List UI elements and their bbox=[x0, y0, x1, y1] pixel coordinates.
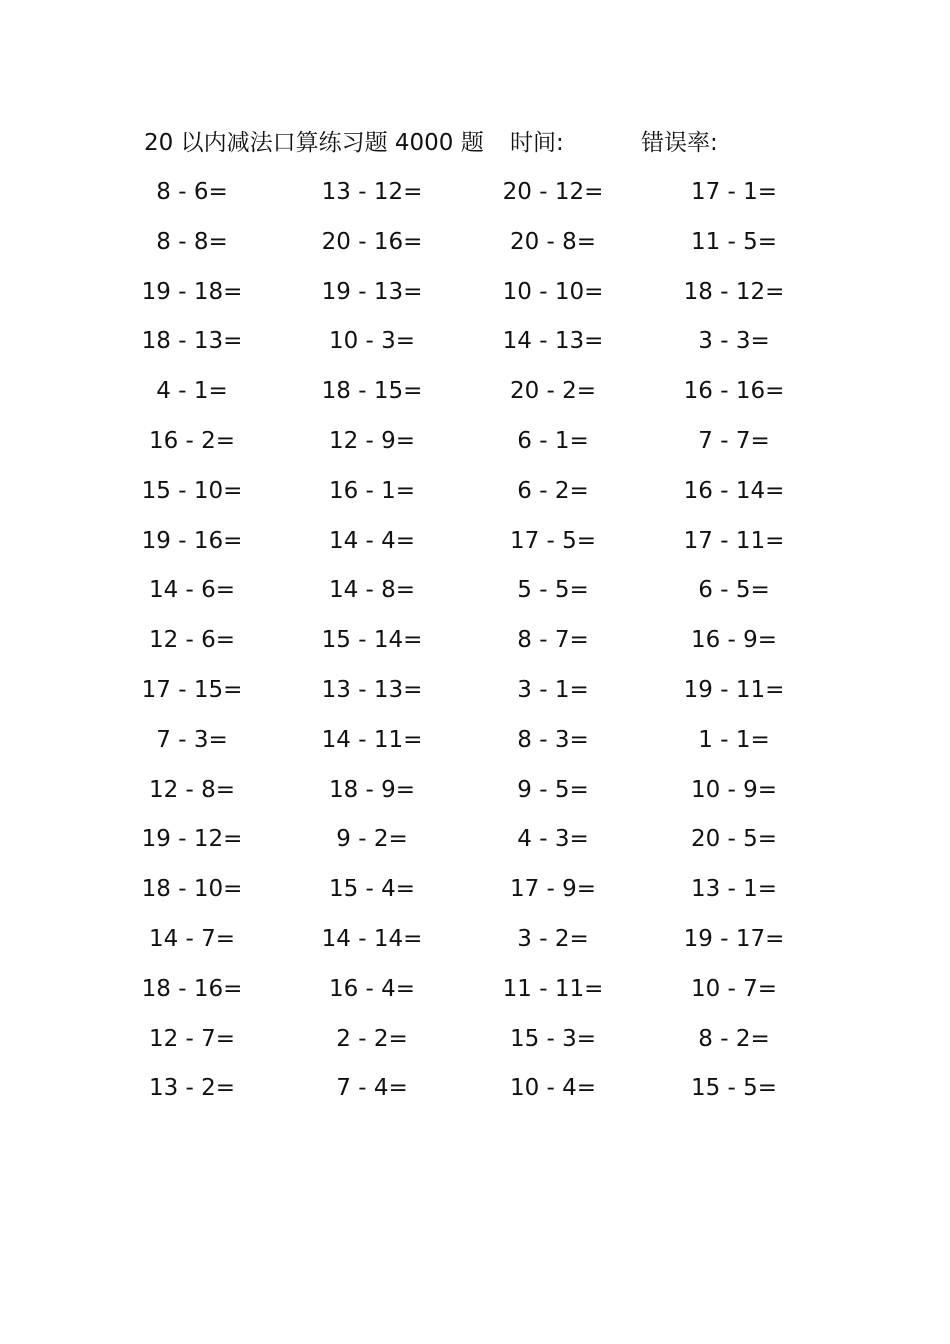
problem-row bbox=[0, 919, 950, 969]
problem-row bbox=[0, 471, 950, 521]
problem-item: 19 - 16= bbox=[141, 527, 243, 554]
problem-item: 17 - 1= bbox=[690, 179, 778, 205]
problem-row bbox=[0, 1019, 950, 1069]
problem-item: 7 - 7= bbox=[698, 427, 770, 454]
problem-item: 14 - 11= bbox=[321, 726, 423, 753]
problem-item: 6 - 2= bbox=[517, 477, 589, 504]
worksheet-header bbox=[0, 124, 950, 162]
problem-item: 17 - 5= bbox=[509, 527, 597, 554]
problem-row bbox=[0, 770, 950, 820]
problem-item: 2 - 2= bbox=[336, 1025, 408, 1052]
problem-row bbox=[0, 620, 950, 670]
problem-row bbox=[0, 321, 950, 371]
problem-item: 10 - 10= bbox=[502, 278, 604, 305]
problem-item: 19 - 18= bbox=[141, 278, 243, 305]
problem-item: 6 - 1= bbox=[517, 427, 589, 454]
problem-row bbox=[0, 222, 950, 272]
problem-item: 18 - 15= bbox=[321, 378, 423, 405]
problem-item: 19 - 17= bbox=[683, 925, 785, 952]
problem-row bbox=[0, 521, 950, 571]
problem-item: 8 - 7= bbox=[517, 627, 589, 654]
problem-item: 3 - 1= bbox=[517, 676, 589, 703]
problem-item: 14 - 13= bbox=[502, 328, 604, 355]
problem-row bbox=[0, 819, 950, 869]
problem-item: 10 - 7= bbox=[690, 975, 778, 1002]
problem-item: 20 - 5= bbox=[690, 826, 778, 853]
problem-item: 12 - 7= bbox=[148, 1025, 236, 1052]
problem-item: 17 - 9= bbox=[509, 876, 597, 903]
problem-item: 15 - 14= bbox=[321, 627, 423, 654]
problem-item: 16 - 14= bbox=[683, 477, 785, 504]
problem-item: 6 - 5= bbox=[698, 577, 770, 604]
problem-item: 18 - 9= bbox=[328, 776, 416, 803]
problem-row bbox=[0, 172, 950, 222]
problem-item: 9 - 5= bbox=[517, 776, 589, 803]
problem-item: 8 - 6= bbox=[156, 179, 228, 205]
problem-item: 18 - 12= bbox=[683, 278, 785, 305]
problem-item: 15 - 10= bbox=[141, 477, 243, 504]
problem-item: 12 - 8= bbox=[148, 776, 236, 803]
problem-item: 20 - 12= bbox=[502, 179, 604, 205]
problem-row bbox=[0, 371, 950, 421]
problem-item: 14 - 8= bbox=[328, 577, 416, 604]
problem-item: 12 - 6= bbox=[148, 627, 236, 654]
problem-item: 19 - 13= bbox=[321, 278, 423, 305]
problem-item: 14 - 7= bbox=[148, 925, 236, 952]
problem-item: 4 - 3= bbox=[517, 826, 589, 853]
problem-item: 4 - 1= bbox=[156, 378, 228, 405]
problem-item: 11 - 5= bbox=[690, 228, 778, 255]
problem-item: 16 - 16= bbox=[683, 378, 785, 405]
problem-row bbox=[0, 272, 950, 322]
problem-item: 8 - 2= bbox=[698, 1025, 770, 1052]
problem-item: 16 - 4= bbox=[328, 975, 416, 1002]
problem-item: 17 - 11= bbox=[683, 527, 785, 554]
problem-item: 13 - 12= bbox=[321, 179, 423, 205]
problem-item: 13 - 1= bbox=[690, 876, 778, 903]
problem-item: 14 - 14= bbox=[321, 925, 423, 952]
error-rate-label: 错误率: bbox=[641, 130, 718, 156]
problem-item: 15 - 5= bbox=[690, 1075, 778, 1102]
problem-item: 3 - 2= bbox=[517, 925, 589, 952]
problem-item: 12 - 9= bbox=[328, 427, 416, 454]
problem-item: 7 - 4= bbox=[336, 1075, 408, 1102]
problem-item: 17 - 15= bbox=[141, 676, 243, 703]
problem-item: 16 - 1= bbox=[328, 477, 416, 504]
problem-item: 18 - 16= bbox=[141, 975, 243, 1002]
problem-item: 18 - 10= bbox=[141, 876, 243, 903]
problem-item: 10 - 9= bbox=[690, 776, 778, 803]
problem-row bbox=[0, 670, 950, 720]
problem-item: 8 - 8= bbox=[156, 228, 228, 255]
problem-item: 13 - 2= bbox=[148, 1075, 236, 1102]
problem-item: 8 - 3= bbox=[517, 726, 589, 753]
problem-item: 7 - 3= bbox=[156, 726, 228, 753]
problem-row bbox=[0, 720, 950, 770]
problem-item: 16 - 9= bbox=[690, 627, 778, 654]
problem-item: 19 - 11= bbox=[683, 676, 785, 703]
problem-row bbox=[0, 421, 950, 471]
problem-item: 16 - 2= bbox=[148, 427, 236, 454]
problem-item: 20 - 16= bbox=[321, 228, 423, 255]
problem-item: 1 - 1= bbox=[698, 726, 770, 753]
problem-item: 11 - 11= bbox=[502, 975, 604, 1002]
problem-row bbox=[0, 969, 950, 1019]
problem-item: 14 - 4= bbox=[328, 527, 416, 554]
problem-item: 14 - 6= bbox=[148, 577, 236, 604]
problem-item: 19 - 12= bbox=[141, 826, 243, 853]
time-label: 时间: bbox=[510, 130, 564, 156]
problem-item: 3 - 3= bbox=[698, 328, 770, 355]
problem-item: 10 - 3= bbox=[328, 328, 416, 355]
problem-item: 5 - 5= bbox=[517, 577, 589, 604]
worksheet-title: 20 以内减法口算练习题 4000 题 bbox=[144, 130, 484, 156]
problem-item: 18 - 13= bbox=[141, 328, 243, 355]
problem-row bbox=[0, 570, 950, 620]
problem-item: 15 - 3= bbox=[509, 1025, 597, 1052]
problem-item: 20 - 2= bbox=[509, 378, 597, 405]
problem-item: 10 - 4= bbox=[509, 1075, 597, 1102]
problem-row bbox=[0, 869, 950, 919]
problem-item: 13 - 13= bbox=[321, 676, 423, 703]
problem-row bbox=[0, 1068, 950, 1118]
problem-item: 20 - 8= bbox=[509, 228, 597, 255]
problem-item: 15 - 4= bbox=[328, 876, 416, 903]
problem-item: 9 - 2= bbox=[336, 826, 408, 853]
problem-grid bbox=[0, 172, 950, 1118]
